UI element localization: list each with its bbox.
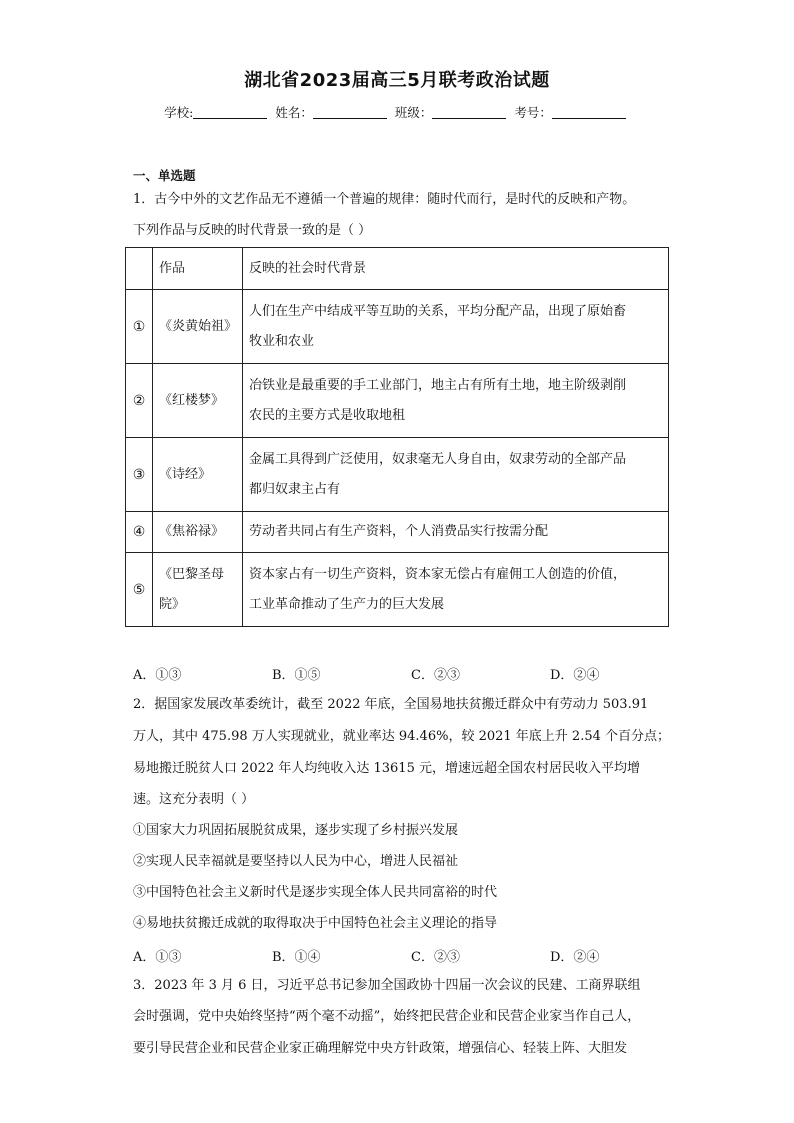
- q1-stem-line2: 下列作品与反映的时代背景一致的是（ ）: [133, 223, 372, 238]
- row-background: [243, 364, 669, 438]
- table-row: [126, 438, 669, 512]
- row-bg-line1: 金属工具得到广泛使用，奴隶毫无人身自由，奴隶劳动的全部产品: [249, 451, 627, 467]
- row-work-line2: 院》: [159, 596, 186, 612]
- row-bg-line2: 工业革命推动了生产力的巨大发展: [249, 596, 445, 612]
- row-background: [243, 438, 669, 512]
- exam-title: 湖北省2023届高三5月联考政治试题: [244, 70, 550, 91]
- q1-stem-line1: 1．古今中外的文艺作品无不遵循一个普遍的规律：随时代而行，是时代的反映和产物。: [133, 192, 636, 207]
- q2-stem-line4: 速。这充分表明（ ）: [133, 792, 255, 807]
- q2-stem-line1: 2．据国家发展改革委统计，截至 2022 年底，全国易地扶贫搬迁群众中有劳动力 503.91: [133, 697, 649, 712]
- table-row: [126, 553, 669, 627]
- q2-item: ④易地扶贫搬迁成就的取得取决于中国特色社会主义理论的指导: [133, 916, 498, 931]
- q1-option-d[interactable]: D．②④: [550, 668, 600, 683]
- table-row: [126, 290, 669, 364]
- header-bg-cell: 反映的社会时代背景: [243, 248, 669, 290]
- row-num: ①: [126, 290, 153, 364]
- row-num: ⑤: [126, 553, 153, 627]
- table-row: [126, 512, 669, 553]
- row-num: ②: [126, 364, 153, 438]
- row-background: [243, 553, 669, 627]
- q2-stem-line3: 易地搬迁脱贫人口 2022 年人均纯收入达 13615 元，增速远超全国农村居民收入平均增: [133, 761, 640, 776]
- q2-option-b[interactable]: B．①④: [272, 950, 321, 965]
- section-heading: 一、单选题: [133, 168, 196, 183]
- row-bg-line2: 都归奴隶主占有: [249, 481, 341, 497]
- table-header-row: [126, 248, 669, 290]
- row-work: 《诗经》: [153, 438, 243, 512]
- row-bg-line2: 农民的主要方式是收取地租: [249, 407, 406, 423]
- school-label: 学校:: [164, 105, 194, 120]
- row-num: ④: [126, 512, 153, 553]
- header-num-cell: [126, 248, 153, 290]
- q1-option-a[interactable]: A．①③: [133, 668, 182, 683]
- row-bg-line1: 冶铁业是最重要的手工业部门，地主占有所有土地，地主阶级剥削: [249, 377, 627, 393]
- q2-option-c[interactable]: C．②③: [411, 950, 460, 965]
- row-work-line1: 《巴黎圣母: [159, 566, 225, 582]
- name-blank: [313, 106, 387, 119]
- q1-option-c[interactable]: C．②③: [411, 668, 460, 683]
- name-label: 姓名：: [275, 105, 313, 120]
- row-background: [243, 290, 669, 364]
- exam-no-label: 考号：: [514, 105, 552, 120]
- row-work: [153, 553, 243, 627]
- q2-item: ①国家大力巩固拓展脱贫成果，逐步实现了乡村振兴发展: [133, 823, 459, 838]
- q3-stem-line2: 会时强调，党中央始终坚持“两个毫不动摇”，始终把民营企业和民营企业家当作自己人，: [133, 1009, 641, 1024]
- row-background: [243, 512, 669, 553]
- q2-options: [133, 946, 689, 965]
- table-row: [126, 364, 669, 438]
- exam-no-blank: [552, 106, 626, 119]
- row-work: 《红楼梦》: [153, 364, 243, 438]
- class-label: 班级：: [394, 105, 433, 120]
- row-bg-line1: 人们在生产中结成平等互助的关系，平均分配产品，出现了原始畜: [249, 303, 627, 319]
- student-info-line: [0, 103, 794, 121]
- q3-stem-line3: 要引导民营企业和民营企业家正确理解党中央方针政策，增强信心、轻装上阵、大胆发: [133, 1041, 628, 1056]
- q1-options: [133, 664, 689, 683]
- row-num: ③: [126, 438, 153, 512]
- q2-option-a[interactable]: A．①③: [133, 950, 182, 965]
- header-work-cell: 作品: [153, 248, 243, 290]
- q2-item: ③中国特色社会主义新时代是逐步实现全体人民共同富裕的时代: [133, 885, 498, 900]
- class-blank: [432, 106, 506, 119]
- q3-stem-line1: 3．2023 年 3 月 6 日，习近平总书记参加全国政协十四届一次会议的民建、工商界联组: [133, 978, 641, 993]
- q2-item: ②实现人民幸福就是要坚持以人民为中心，增进人民福祉: [133, 854, 459, 869]
- q2-option-d[interactable]: D．②④: [550, 950, 600, 965]
- row-bg-line2: 牧业和农业: [249, 333, 315, 349]
- row-work: 《炎黄始祖》: [153, 290, 243, 364]
- row-work: 《焦裕禄》: [153, 512, 243, 553]
- q1-table: [125, 247, 669, 627]
- school-blank: [193, 106, 267, 119]
- q2-stem-line2: 万人，其中 475.98 万人实现就业，就业率达 94.46%，较 2021 年底上升 2.54 个百分点；: [133, 729, 671, 744]
- row-bg-line1: 劳动者共同占有生产资料，个人消费品实行按需分配: [249, 524, 549, 539]
- row-bg-line1: 资本家占有一切生产资料，资本家无偿占有雇佣工人创造的价值，: [249, 566, 627, 582]
- q1-option-b[interactable]: B．①⑤: [272, 668, 321, 683]
